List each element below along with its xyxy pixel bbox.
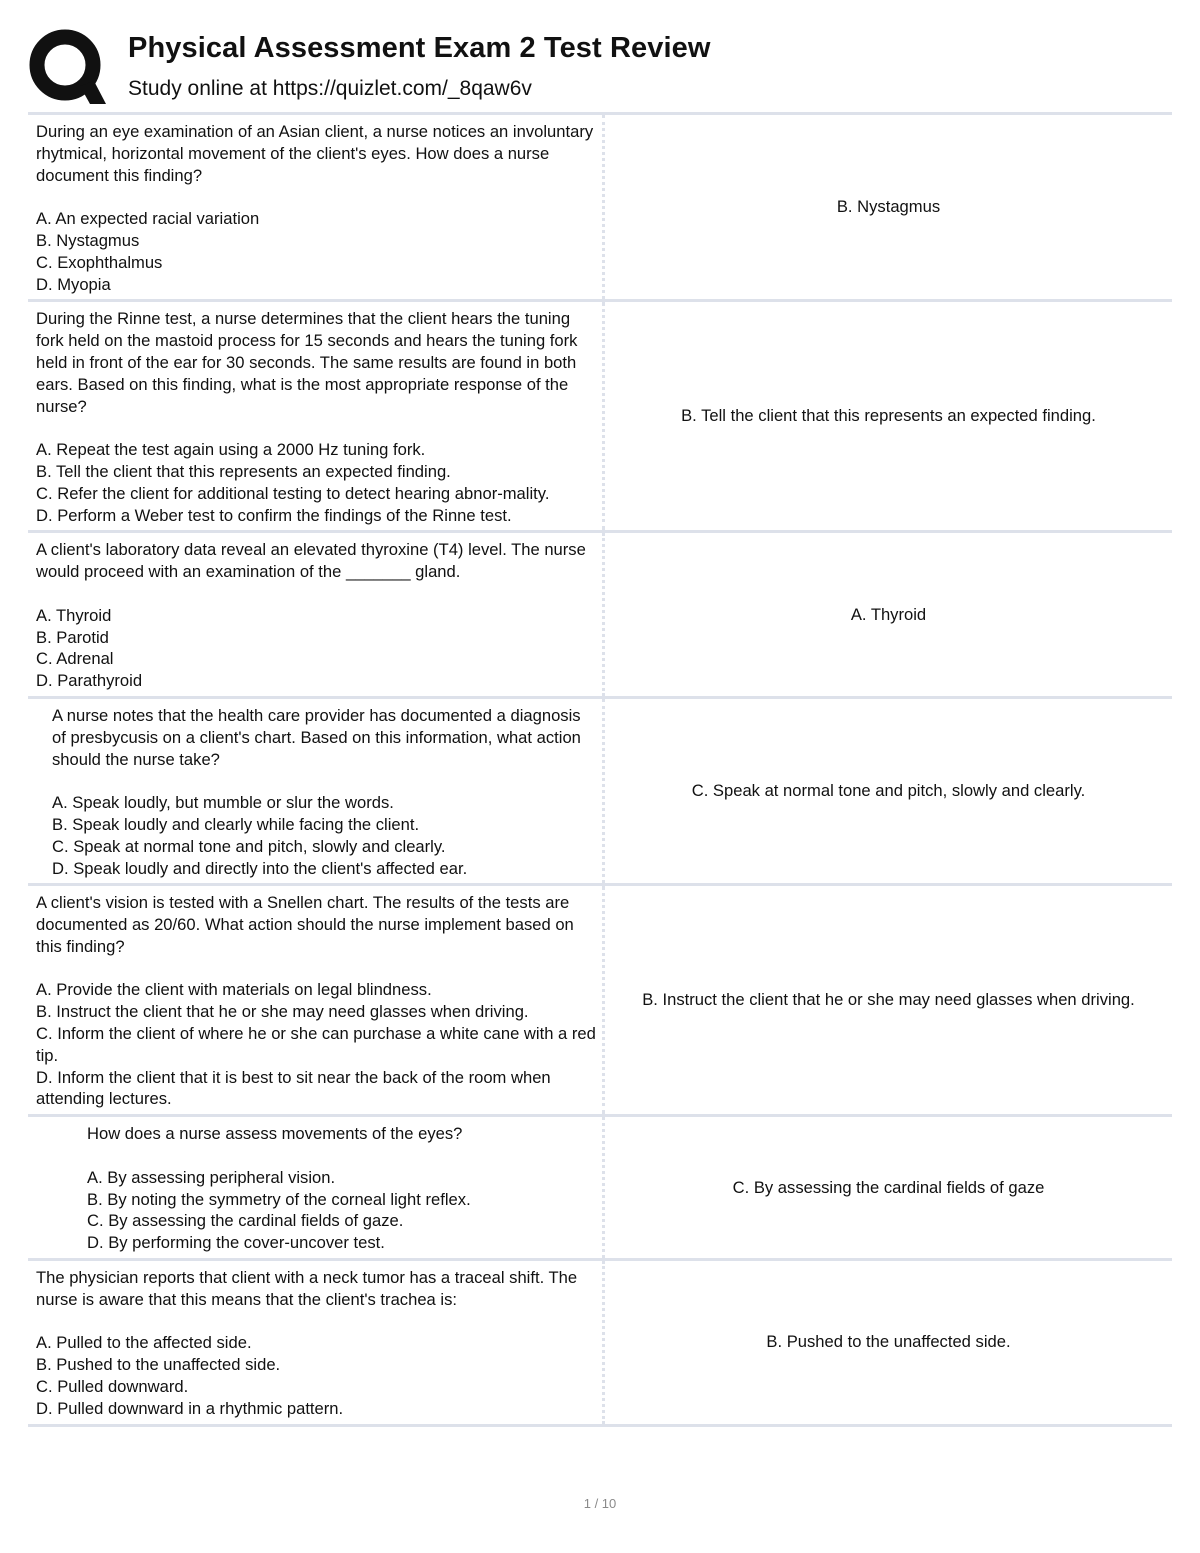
card-term: A nurse notes that the health care provider has documented a diagnosis of presbycusis on a client's chart. Based on this information, what action should the nurse take? A. Speak loudly, but mumble or slur the words. B. Speak loudly and clearly while facing the client. C. Speak at normal tone and pitch, slowly and clearly. D. Speak loudly and directly into the client's affected ear. <box>28 699 605 883</box>
quizlet-logo-icon <box>28 28 108 108</box>
card-definition: C. By assessing the cardinal fields of gaze <box>732 1177 1045 1197</box>
study-link-text: Study online at https://quizlet.com/_8qaw6v <box>128 77 532 100</box>
card-term: A client's laboratory data reveal an elevated thyroxine (T4) level. The nurse would proceed with an examination of the _______ gland. A. Thyroid B. Parotid C. Adrenal D. Parathyroid <box>28 533 605 696</box>
flashcard-row <box>28 302 1172 533</box>
card-definition: C. Speak at normal tone and pitch, slowly and clearly. <box>691 781 1086 801</box>
page-header <box>28 28 1172 110</box>
card-term: During an eye examination of an Asian client, a nurse notices an involuntary rhytmical, horizontal movement of the client's eyes. How does a nurse document this finding? A. An expected racial variation B. Nystagmus C. Exophthalmus D. Myopia <box>28 115 605 299</box>
flashcard-row <box>28 533 1172 699</box>
card-term: During the Rinne test, a nurse determines that the client hears the tuning fork held on the mastoid process for 15 seconds and hears the tuning fork held in front of the ear for 30 seconds. The same results are found in both ears. Based on this finding, what is the most appropriate response of the nurse? A. Repeat the test again using a 2000 Hz tuning fork. B. Tell the client that this represents an expected finding. C. Refer the client for additional testing to detect hearing abnor-mality. D. Perform a Weber test to confirm the findings of the Rinne test. <box>28 302 605 530</box>
card-term: A client's vision is tested with a Snellen chart. The results of the tests are documented as 20/60. What action should the nurse implement based on this finding? A. Provide the client with materials on legal blindness. B. Instruct the client that he or she may need glasses when driving. C. Inform the client of where he or she can purchase a white cane with a red tip. D. Inform the client that it is best to sit near the back of the room when attending lectures. <box>28 886 605 1114</box>
card-term: How does a nurse assess movements of the eyes? A. By assessing peripheral vision. B. By noting the symmetry of the corneal light reflex. C. By assessing the cardinal fields of gaze. D. By performing the cover-uncover test. <box>28 1117 605 1258</box>
card-term: The physician reports that client with a neck tumor has a traceal shift. The nurse is aware that this means that the client's trachea is: A. Pulled to the affected side. B. Pushed to the unaffected side. C. Pulled downward. D. Pulled downward in a rhythmic pattern. <box>28 1261 605 1424</box>
flashcard-row <box>28 115 1172 302</box>
flashcard-row <box>28 699 1172 886</box>
page-title: Physical Assessment Exam 2 Test Review <box>128 32 711 64</box>
card-definition: A. Thyroid <box>850 604 927 624</box>
flashcard-row <box>28 1261 1172 1427</box>
card-definition: B. Tell the client that this represents an expected finding. <box>681 406 1096 426</box>
flashcard-row <box>28 886 1172 1117</box>
card-definition: B. Instruct the client that he or she may need glasses when driving. <box>642 990 1135 1010</box>
flashcard-row <box>28 1117 1172 1261</box>
card-definition: B. Nystagmus <box>836 197 941 217</box>
page-number: 1 / 10 <box>583 1496 617 1511</box>
card-definition: B. Pushed to the unaffected side. <box>766 1332 1011 1352</box>
flashcard-list <box>28 112 1172 1427</box>
